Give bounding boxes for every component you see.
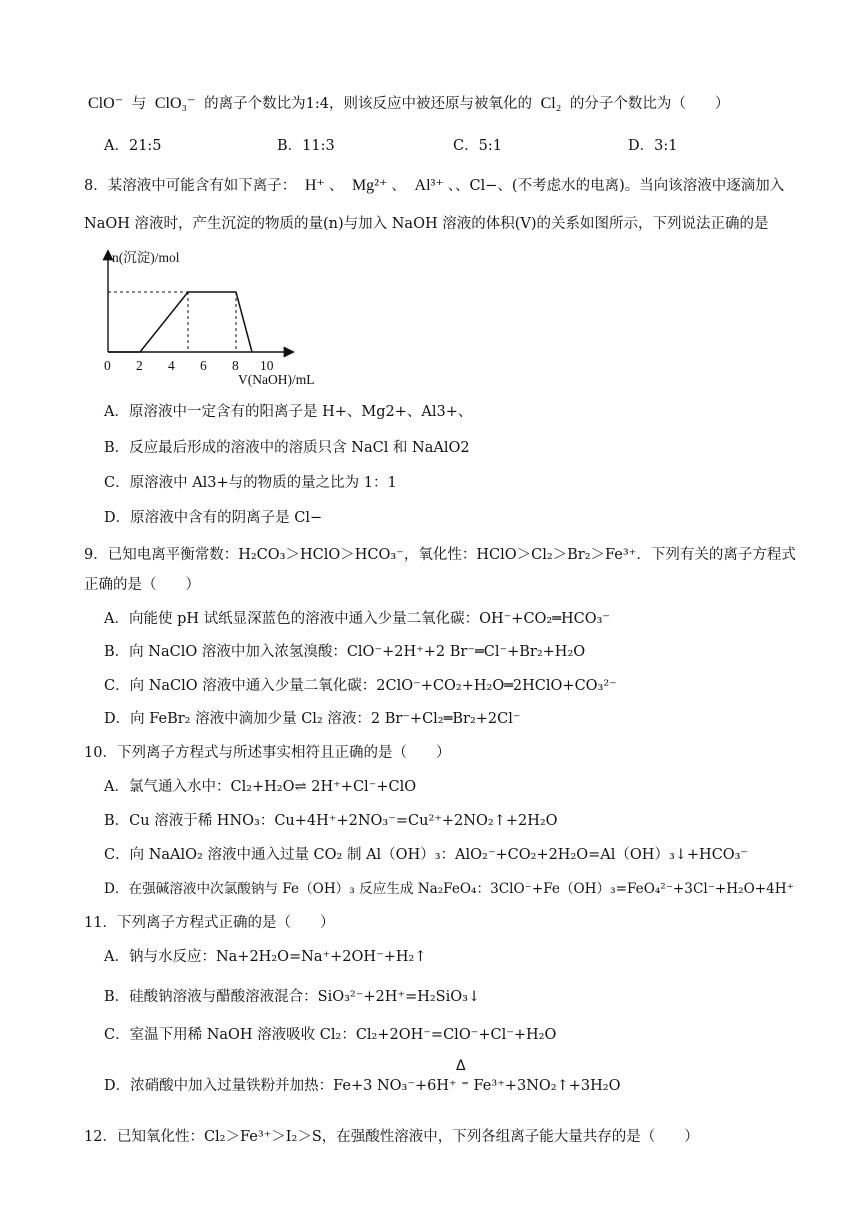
q9-stem-line2: 正确的是（ ） (84, 577, 200, 593)
q9-option-c[interactable]: C．向 NaClO 溶液中通入少量二氧化碳：2ClO⁻+CO₂+H₂O═2HClO+CO₃²⁻ (104, 678, 617, 694)
q11-option-b[interactable]: B．硅酸钠溶液与醋酸溶液混合：SiO₃²⁻+2H⁺=H₂SiO₃↓ (104, 989, 481, 1005)
q10-stem: 10．下列离子方程式与所述事实相符且正确的是（ ） (84, 745, 451, 761)
y-axis-label: n(沉淀)/mol (112, 250, 180, 265)
formula-clo: ClO⁻ (88, 95, 124, 112)
q9-option-d[interactable]: D．向 FeBr₂ 溶液中滴加少量 Cl₂ 溶液：2 Br⁻+Cl₂═Br₂+2Cl⁻ (104, 711, 521, 727)
q11-stem: 11．下列离子方程式正确的是（ ） (84, 915, 335, 931)
q8-option-c[interactable]: C．原溶液中 Al3+与的物质的量之比为 1：1 (104, 475, 397, 491)
ion-mg: Mg²⁺ (351, 177, 388, 194)
q10-option-d[interactable]: D．在强碱溶液中次氯酸钠与 Fe（OH）₃ 反应生成 Na₂FeO₄：3ClO⁻+Fe（OH）₃=FeO₄²⁻+3Cl⁻+H₂O+4H⁺ (104, 881, 794, 897)
x-tick-4: 4 (168, 358, 175, 373)
q9-stem-line1: 9．已知电离平衡常数：H₂CO₃＞HClO＞HCO₃⁻，氧化性：HClO＞Cl₂＞Br₂＞Fe³⁺．下列有关的离子方程式 (84, 547, 796, 563)
precipitate-chart (96, 246, 346, 392)
heat-delta-symbol: Δ (456, 1058, 466, 1074)
q7-line (84, 94, 820, 114)
q8-stem-line1: 8．某溶液中可能含有如下离子： H⁺ 、 Mg²⁺ 、 Al³⁺ 、、Cl−、(不考虑水的电离)。当向该溶液中逐滴加入 (84, 177, 785, 194)
formula-cl2: Cl₂ (540, 95, 562, 112)
x-tick-6: 6 (200, 358, 207, 373)
ion-h: H⁺ (304, 177, 325, 194)
q7-text-end: 的分子个数比为（ ） (569, 96, 730, 112)
q8-stem-post: 、、Cl−、(不考虑水的电离)。当向该溶液中逐滴加入 (447, 178, 785, 194)
q9-option-b[interactable]: B．向 NaClO 溶液中加入浓氢溴酸：ClO⁻+2H⁺+2 Br⁻═Cl⁻+Br₂+H₂O (104, 644, 586, 660)
q12-stem: 12．已知氧化性：Cl₂＞Fe³⁺＞I₂＞S，在强酸性溶液中，下列各组离子能大量共存的是（ ） (84, 1129, 699, 1145)
q8-option-d[interactable]: D．原溶液中含有的阴离子是 Cl− (104, 510, 323, 526)
formula-clo3: ClO₃⁻ (154, 95, 196, 112)
q7-option-b[interactable]: B．11:3 (277, 138, 335, 154)
q8-option-b[interactable]: B．反应最后形成的溶液中的溶质只含 NaCl 和 NaAlO2 (104, 440, 470, 456)
ion-al: Al³⁺ (414, 177, 444, 194)
series-line (108, 292, 252, 352)
x-tick-0: 0 (104, 358, 111, 373)
q8-stem-pre: 8．某溶液中可能含有如下离子： (84, 178, 297, 194)
x-tick-10: 10 (260, 358, 274, 373)
x-tick-2: 2 (136, 358, 143, 373)
q7-text: 的离子个数比为1:4，则该反应中被还原与被氧化的 (204, 96, 532, 112)
q8-stem-line2: NaOH 溶液时，产生沉淀的物质的量(n)与加入 NaOH 溶液的体积(V)的关系如图所示，下列说法正确的是 (84, 216, 769, 232)
q7-option-c[interactable]: C．5:1 (453, 138, 502, 154)
q11-option-a[interactable]: A．钠与水反应：Na+2H₂O=Na⁺+2OH⁻+H₂↑ (104, 949, 427, 965)
x-tick-labels (104, 358, 274, 373)
x-axis-label: V(NaOH)/mL (238, 372, 315, 387)
q10-option-b[interactable]: B．Cu 溶液于稀 HNO₃：Cu+4H⁺+2NO₃⁻=Cu²⁺+2NO₂↑+2H₂O (104, 813, 558, 829)
x-tick-8: 8 (232, 358, 239, 373)
q7-option-a[interactable]: A．21:5 (104, 138, 162, 154)
q9-option-a[interactable]: A．向能使 pH 试纸显深蓝色的溶液中通入少量二氧化碳：OH⁻+CO₂═HCO₃⁻ (104, 611, 611, 627)
q11-option-d[interactable]: D．浓硝酸中加入过量铁粉并加热：Fe+3 NO₃⁻+6H⁺ ⁼ Fe³⁺+3NO₂↑+3H₂O (104, 1078, 621, 1094)
q11-option-c[interactable]: C．室温下用稀 NaOH 溶液吸收 Cl₂：Cl₂+2OH⁻=ClO⁻+Cl⁻+H₂O (104, 1027, 557, 1043)
q8-option-a[interactable]: A．原溶液中一定含有的阳离子是 H+、Mg2+、Al3+、 (104, 404, 473, 420)
dashed-guides (108, 292, 236, 352)
q10-option-c[interactable]: C．向 NaAlO₂ 溶液中通入过量 CO₂ 制 Al（OH）₃：AlO₂⁻+CO₂+2H₂O=Al（OH）₃↓+HCO₃⁻ (104, 847, 749, 863)
text-yu: 与 (131, 96, 147, 112)
q7-option-d[interactable]: D．3:1 (628, 138, 678, 154)
q10-option-a[interactable]: A．氯气通入水中：Cl₂+H₂O⇌ 2H⁺+Cl⁻+ClO (104, 779, 417, 795)
